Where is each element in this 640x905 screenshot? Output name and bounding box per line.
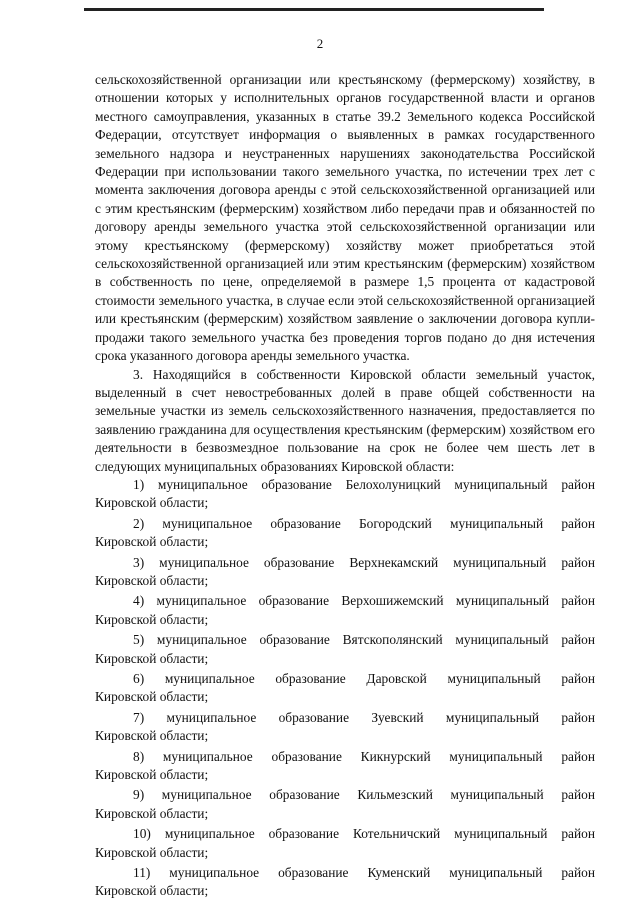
list-item-tail: Кировской области;: [95, 650, 209, 666]
list-item-9: [95, 786, 595, 823]
list-item-text: 10) муниципальное образование Котельничский муниципальный район: [133, 826, 595, 842]
list-item-5: [95, 631, 595, 668]
list-item-10: [95, 825, 595, 862]
list-item-text: 4) муниципальное образование Верхошижемский муниципальный район: [133, 593, 595, 609]
list-item-tail: Кировской области;: [95, 805, 209, 821]
list-item-text: 9) муниципальное образование Кильмезский муниципальный район: [133, 787, 595, 803]
list-item-tail: Кировской области;: [95, 728, 209, 744]
list-item-6: [95, 670, 595, 707]
list-item-tail: Кировской области;: [95, 572, 209, 588]
list-item-text: 8) муниципальное образование Кикнурский муниципальный район: [133, 748, 595, 764]
list-item-tail: Кировской области;: [95, 611, 209, 627]
list-item-7: [95, 709, 595, 746]
list-item-text: 6) муниципальное образование Даровской муниципальный район: [133, 671, 595, 686]
list-item-tail: Кировской области;: [95, 844, 209, 860]
list-item-tail: Кировской области;: [95, 883, 209, 899]
list-item-text: 11) муниципальное образование Куменский муниципальный район: [133, 865, 595, 881]
list-item-tail: Кировской области;: [95, 534, 209, 550]
list-item-4: [95, 592, 595, 629]
paragraph-continuation: сельскохозяйственной организации или крестьянскому (фермерскому) хозяйству, в отношении которых у исполнительных органов государственной власти и органов местного самоуправления, указанных в статье 39.2 Земельного кодекса Российской Федерации, отсутствует информация о выявленных в рамках государственного земельного надзора и неустраненных нарушениях законодательства Российской Федерации при использовании такого земельного участка, по истечении трех лет с момента заключения договора аренды с этой сельскохозяйственной организацией или с этим крестьянским (фермерским) хозяйством либо передачи прав и обязанностей по договору аренды земельного участка этой сельскохозяйственной организации или этому крестьянскому (фермерскому) хозяйству может приобретаться этой сельскохозяйственной организацией или этим крестьянским (фермерским) хозяйством в собственность по цене, определяемой в размере 1,5 процента от кадастровой стоимости земельного участка, в случае если этой сельскохозяйственной организацией или крестьянским (фермерским) хозяйством заявление о заключении договора купли-продажи такого земельного участка без проведения торгов подано до дня истечения срока указанного договора аренды земельного участка.: [95, 72, 595, 364]
list-item-text: 3) муниципальное образование Верхнекамский муниципальный район: [133, 554, 595, 570]
page-number: 2: [316, 36, 324, 51]
document-body: [95, 71, 595, 903]
list-item-text: 2) муниципальное образование Богородский муниципальный район: [133, 515, 595, 531]
top-rule: [84, 8, 544, 11]
list-item-8: [95, 748, 595, 785]
paragraph-3: 3. Находящийся в собственности Кировской области земельный участок, выделенный в счет невостребованных долей в праве общей собственности на земельные участки из земель сельскохозяйственного назначения, предоставляется по заявлению гражданина для осуществления крестьянским (фермерским) хозяйством его деятельности в безвозмездное пользование на срок не более чем шесть лет в следующих муниципальных образованиях Кировской области:: [95, 366, 595, 474]
list-item-11: [95, 864, 595, 901]
list-item-2: [95, 515, 595, 552]
list-item-tail: Кировской области;: [95, 495, 209, 511]
list-item-1: [95, 476, 595, 513]
list-item-text: 1) муниципальное образование Белохолуницкий муниципальный район: [133, 476, 595, 492]
list-item-tail: Кировской области;: [95, 689, 209, 705]
list-item-tail: Кировской области;: [95, 767, 209, 783]
list-item-3: [95, 554, 595, 591]
list-item-text: 5) муниципальное образование Вятскополянский муниципальный район: [133, 632, 595, 648]
list-item-text: 7) муниципальное образование Зуевский муниципальный район: [133, 709, 595, 725]
